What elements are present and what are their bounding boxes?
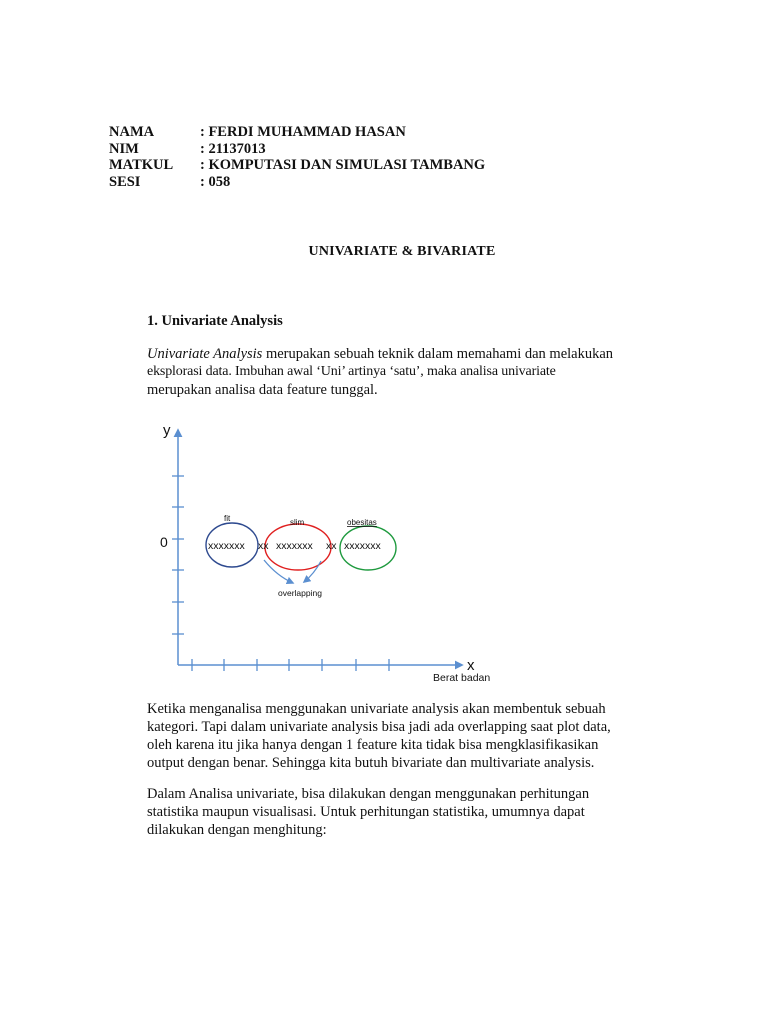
intro-line-1-rest: merupakan sebuah teknik dalam memahami dan melakukan: [262, 346, 614, 362]
paragraph-statistics: [147, 785, 657, 839]
nim-value: : 21137013: [200, 141, 266, 157]
para2-line-2: kategori. Tapi dalam univariate analysis bisa jadi ada overlapping saat plot data,: [147, 719, 611, 735]
name-label: NAMA: [109, 124, 155, 140]
origin-label: 0: [160, 534, 168, 550]
para2-line-4: output dengan benar. Sehingga kita butuh bivariate dan multivariate analysis.: [147, 755, 595, 771]
para3-line-1: Dalam Analisa univariate, bisa dilakukan dengan menggunakan perhitungan: [147, 786, 590, 802]
fit-label: fit: [224, 514, 231, 523]
para2-line-1: Ketika menganalisa menggunakan univariate analysis akan membentuk sebuah: [147, 701, 606, 717]
slim-items: xxxxxxx: [276, 540, 313, 552]
x-axis-label: x: [467, 657, 475, 674]
overlap-label: overlapping: [278, 588, 322, 598]
matkul-value: : KOMPUTASI DAN SIMULASI TAMBANG: [200, 157, 486, 173]
document-title: UNIVARIATE & BIVARIATE: [308, 244, 496, 259]
x-axis-caption: Berat badan: [433, 672, 491, 684]
overlap-arrow-left: [264, 560, 293, 583]
para3-line-3: dilakukan dengan menghitung:: [147, 822, 327, 838]
y-axis-label: y: [163, 422, 171, 439]
between-1: xx: [258, 540, 269, 552]
intro-line-2: eksplorasi data. Imbuhan awal ‘Uni’ artinya ‘satu’, maka analisa univariate: [147, 364, 556, 379]
nim-label: NIM: [109, 141, 139, 157]
matkul-label: MATKUL: [109, 157, 174, 173]
para2-line-3: oleh karena itu jika hanya dengan 1 feature kita tidak bisa mengklasifikasikan: [147, 737, 599, 753]
between-2: xx: [326, 540, 337, 552]
obesitas-items: xxxxxxx: [344, 540, 381, 552]
intro-term: Univariate Analysis: [147, 346, 263, 362]
fit-items: xxxxxxx: [208, 540, 245, 552]
sesi-value: : 058: [200, 174, 231, 190]
sesi-label: SESI: [109, 174, 141, 190]
slim-label: slim: [290, 518, 305, 527]
obesitas-label: obesitas: [347, 518, 377, 527]
section-heading: 1. Univariate Analysis: [147, 313, 283, 329]
name-value: : FERDI MUHAMMAD HASAN: [200, 124, 406, 140]
para3-line-2: statistika maupun visualisasi. Untuk perhitungan statistika, umumnya dapat: [147, 804, 585, 820]
intro-line-3: merupakan analisa data feature tunggal.: [147, 382, 378, 398]
overlap-arrow-right: [304, 561, 321, 582]
paragraph-overlapping: [147, 700, 657, 772]
